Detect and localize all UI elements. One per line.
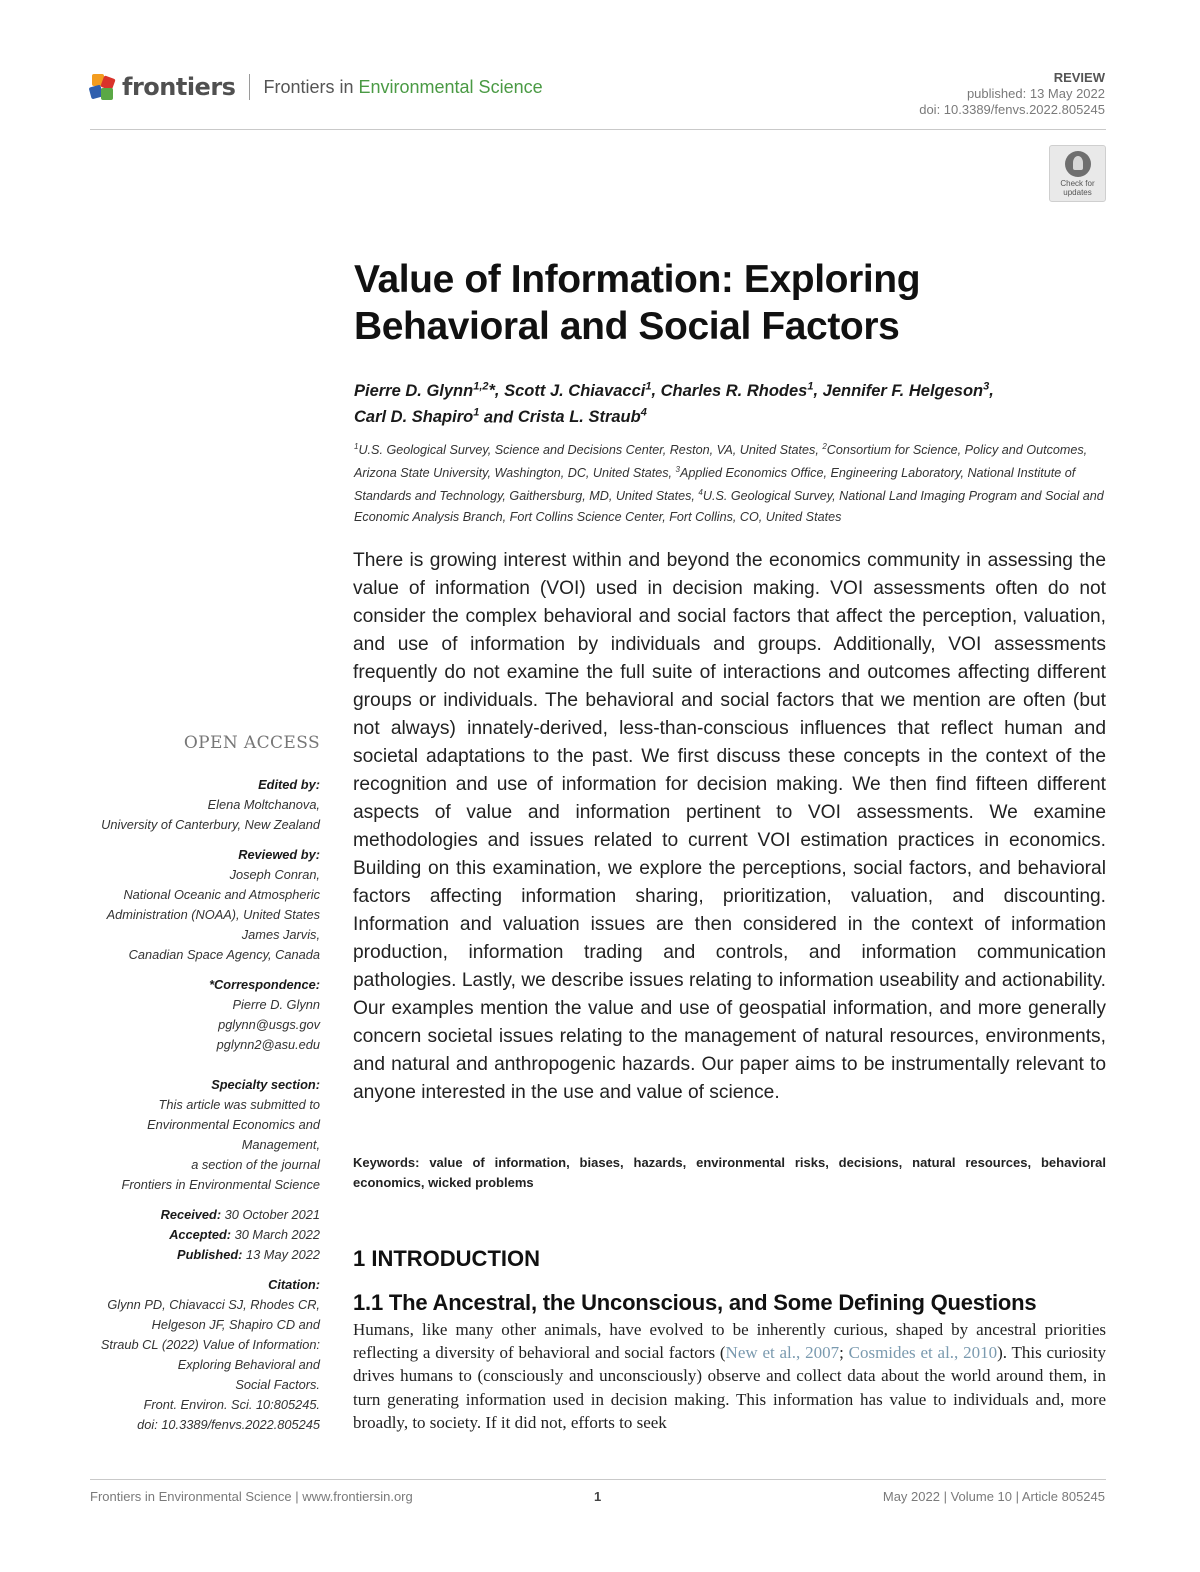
article-info-sidebar: [60, 775, 320, 1435]
editor-name: Elena Moltchanova,: [207, 797, 320, 812]
reviewer-affiliation: Administration (NOAA), United States: [106, 907, 320, 922]
keywords: Keywords: value of information, biases, hazards, environmental risks, decisions, natural resources, behavioral economics, wicked problems: [353, 1155, 1106, 1190]
published-date-sidebar: Published: 13 May 2022: [177, 1247, 320, 1262]
journal-name: [263, 77, 542, 98]
logo-wordmark: frontiers: [122, 73, 236, 101]
correspondent-name: Pierre D. Glynn: [232, 997, 320, 1012]
crossmark-label: Check for updates: [1060, 179, 1095, 197]
article-title: [354, 256, 1114, 350]
affiliations: $^1$U.S. Geological Survey, Science and Decisions Center, Reston, VA, United States, $^2$Consortium for Science, Policy and Outcomes, Arizona State University, Washington, DC, United States, $^3$Applied Economics Office, Engineering Laboratory, National Institute of Standards and Technology, Gaithersburg, MD, United States, $^4$U.S. Geological Survey, National Land Imaging Program and Social and Economic Analysis Branch, Fort Collins Science Center, Fort Collins, CO, United States: [354, 442, 1104, 524]
citation-text: Helgeson JF, Shapiro CD and: [151, 1317, 320, 1332]
logo-divider: [249, 74, 250, 100]
citation-text: Exploring Behavioral and: [177, 1357, 320, 1372]
abstract: There is growing interest within and beyond the economics community in assessing the value of information (VOI) used in decision making. VOI assessments often do not consider the complex behavioral and social factors that affect the perception, valuation, and use of information by individuals and groups. Additionally, VOI assessments frequently do not examine the full suite of interactions and outcomes affecting different groups or individuals. The behavioral and social factors that we mention are often (but not always) innately-derived, less-than-conscious influences that reflect human and societal adaptations to the past. We first discuss these concepts in the context of the recognition and use of information for decision making. We then find fifteen different aspects of value and information pertinent to VOI assessments. We examine methodologies and issues related to current VOI estimation practices in economics. Building on this examination, we explore the perceptions, social factors, and behavioral factors affecting information sharing, prioritization, valuation, and discounting. Information and valuation issues are then considered in the context of information production, information trading and controls, and information communication pathologies. Lastly, we describe issues relating to information useability and actionability. Our examples mention the value and use of geospatial information, and more generally concern societal issues relating to the management of natural resources, environments, and natural and anthropogenic hazards. Our paper aims to be instrumentally relevant to anyone interested in the use and value of science.: [353, 550, 1106, 1103]
title-line-2: Behavioral and Social Factors: [354, 305, 900, 348]
citation-doi[interactable]: doi: 10.3389/fenvs.2022.805245: [137, 1417, 320, 1432]
edited-by-label: Edited by:: [258, 777, 320, 792]
citation-link[interactable]: Cosmides et al., 2010: [848, 1343, 998, 1363]
correspondent-email[interactable]: pglynn@usgs.gov: [218, 1017, 320, 1032]
article-meta: [919, 70, 1105, 118]
author[interactable]: Jennifer F. Helgeson$^3$: [822, 380, 990, 400]
author-list: Pierre D. Glynn$^{1,2}$*, Scott J. Chiavacci$^1$, Charles R. Rhodes$^1$, Jennifer F. Helgeson$^3$, Carl D. Shapiro$^1$ and Crista L. Straub$^4$: [354, 380, 994, 426]
specialty-text: Environmental Economics and: [147, 1117, 320, 1132]
specialty-text: Management,: [241, 1137, 320, 1152]
citation-text: Glynn PD, Chiavacci SJ, Rhodes CR,: [107, 1297, 320, 1312]
published-date: published: 13 May 2022: [966, 86, 1105, 101]
specialty-text: a section of the journal: [191, 1157, 320, 1172]
title-line-1: Value of Information: Exploring: [354, 258, 921, 301]
frontiers-logo-icon: [90, 72, 116, 102]
subsection-heading: 1.1 The Ancestral, the Unconscious, and Some Defining Questions: [353, 1290, 1037, 1315]
header-divider: [90, 129, 1106, 130]
footer-issue-info: May 2022 | Volume 10 | Article 805245: [882, 1489, 1105, 1504]
footer-journal-link[interactable]: Frontiers in Environmental Science | www.frontiersin.org: [90, 1489, 413, 1504]
reviewer-name: Joseph Conran,: [229, 867, 320, 882]
editor-affiliation: University of Canterbury, New Zealand: [101, 817, 320, 832]
reviewer-name: James Jarvis,: [241, 927, 320, 942]
citation-text: Social Factors.: [235, 1377, 320, 1392]
reviewed-by-label: Reviewed by:: [238, 847, 320, 862]
correspondent-email[interactable]: pglynn2@asu.edu: [216, 1037, 320, 1052]
citation-link[interactable]: New et al., 2007: [725, 1343, 840, 1363]
article-type: REVIEW: [1053, 70, 1105, 85]
author[interactable]: Charles R. Rhodes$^1$: [660, 380, 814, 400]
journal-accent: Environmental Science: [358, 76, 543, 97]
citation-label: Citation:: [268, 1277, 320, 1292]
author[interactable]: Pierre D. Glynn$^{1,2}$: [354, 380, 489, 400]
citation-text: Front. Environ. Sci. 10:805245.: [143, 1397, 320, 1412]
author[interactable]: Crista L. Straub$^4$: [517, 406, 647, 426]
crossmark-icon: [1065, 151, 1091, 177]
reviewer-affiliation: Canadian Space Agency, Canada: [128, 947, 320, 962]
specialty-text: Frontiers in Environmental Science: [121, 1177, 320, 1192]
frontiers-logo[interactable]: [90, 70, 543, 104]
received-date: Received: 30 October 2021: [160, 1207, 320, 1222]
accepted-date: Accepted: 30 March 2022: [169, 1227, 320, 1242]
reviewer-affiliation: National Oceanic and Atmospheric: [123, 887, 320, 902]
introduction-paragraph: Humans, like many other animals, have evolved to be inherently curious, shaped by ancestral priorities reflecting a diversity of behavioral and social factors (New et al., 2007; Cosmides et al., 2010). This curiosity drives humans to (consciously and unconsciously) observe and collect data about the world around them, in turn generating information used in decision making. This information has value to individuals and, more broadly, to society. If it did not, efforts to seek: [353, 1320, 1107, 1432]
page-number: 1: [594, 1489, 602, 1504]
section-heading: 1 INTRODUCTION: [353, 1246, 540, 1271]
footer-divider: [90, 1479, 1106, 1480]
check-for-updates-button[interactable]: [1049, 145, 1106, 202]
author[interactable]: Scott J. Chiavacci$^1$: [504, 380, 652, 400]
journal-prefix: Frontiers in: [263, 76, 354, 97]
open-access-label: OPEN ACCESS: [183, 733, 320, 753]
author[interactable]: Carl D. Shapiro$^1$: [354, 406, 480, 426]
specialty-section-label: Specialty section:: [211, 1077, 320, 1092]
doi-link[interactable]: doi: 10.3389/fenvs.2022.805245: [919, 102, 1105, 117]
correspondence-label: *Correspondence:: [209, 977, 320, 992]
specialty-text: This article was submitted to: [158, 1097, 320, 1112]
citation-text: Straub CL (2022) Value of Information:: [100, 1337, 320, 1352]
